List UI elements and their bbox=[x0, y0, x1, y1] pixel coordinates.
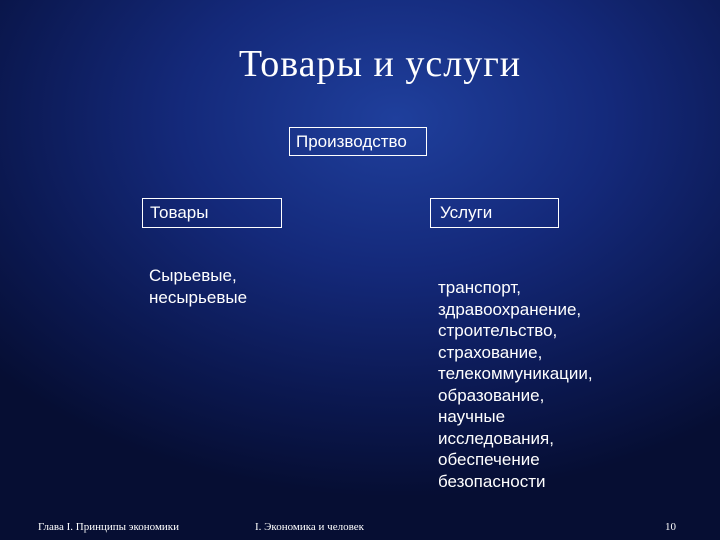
services-list-item: исследования, bbox=[438, 428, 554, 448]
goods-box: Товары bbox=[142, 198, 282, 228]
services-list-item: строительство, bbox=[438, 321, 558, 340]
services-list bbox=[438, 277, 593, 492]
services-list-item: образование, bbox=[438, 385, 545, 405]
slide-title: Товары и услуги bbox=[238, 43, 522, 85]
footer-section: I. Экономика и человек bbox=[255, 521, 364, 533]
services-list-item: обеспечение bbox=[438, 450, 540, 469]
goods-description-line: Сырьевые, bbox=[149, 266, 237, 285]
footer-chapter: Глава I. Принципы экономики bbox=[38, 521, 180, 533]
goods-description bbox=[149, 265, 247, 309]
services-list-item: безопасности bbox=[438, 471, 546, 491]
services-box: Услуги bbox=[430, 198, 559, 228]
production-box: Производство bbox=[289, 127, 427, 156]
page-number: 10 bbox=[665, 521, 676, 533]
services-list-item: здравоохранение, bbox=[438, 299, 582, 319]
services-list-item: страхование, bbox=[438, 342, 543, 362]
services-list-item: транспорт, bbox=[438, 278, 521, 297]
services-list-item: научные bbox=[438, 407, 506, 426]
services-list-item: телекоммуникации, bbox=[438, 364, 593, 383]
goods-description-line: несырьевые bbox=[149, 288, 248, 307]
